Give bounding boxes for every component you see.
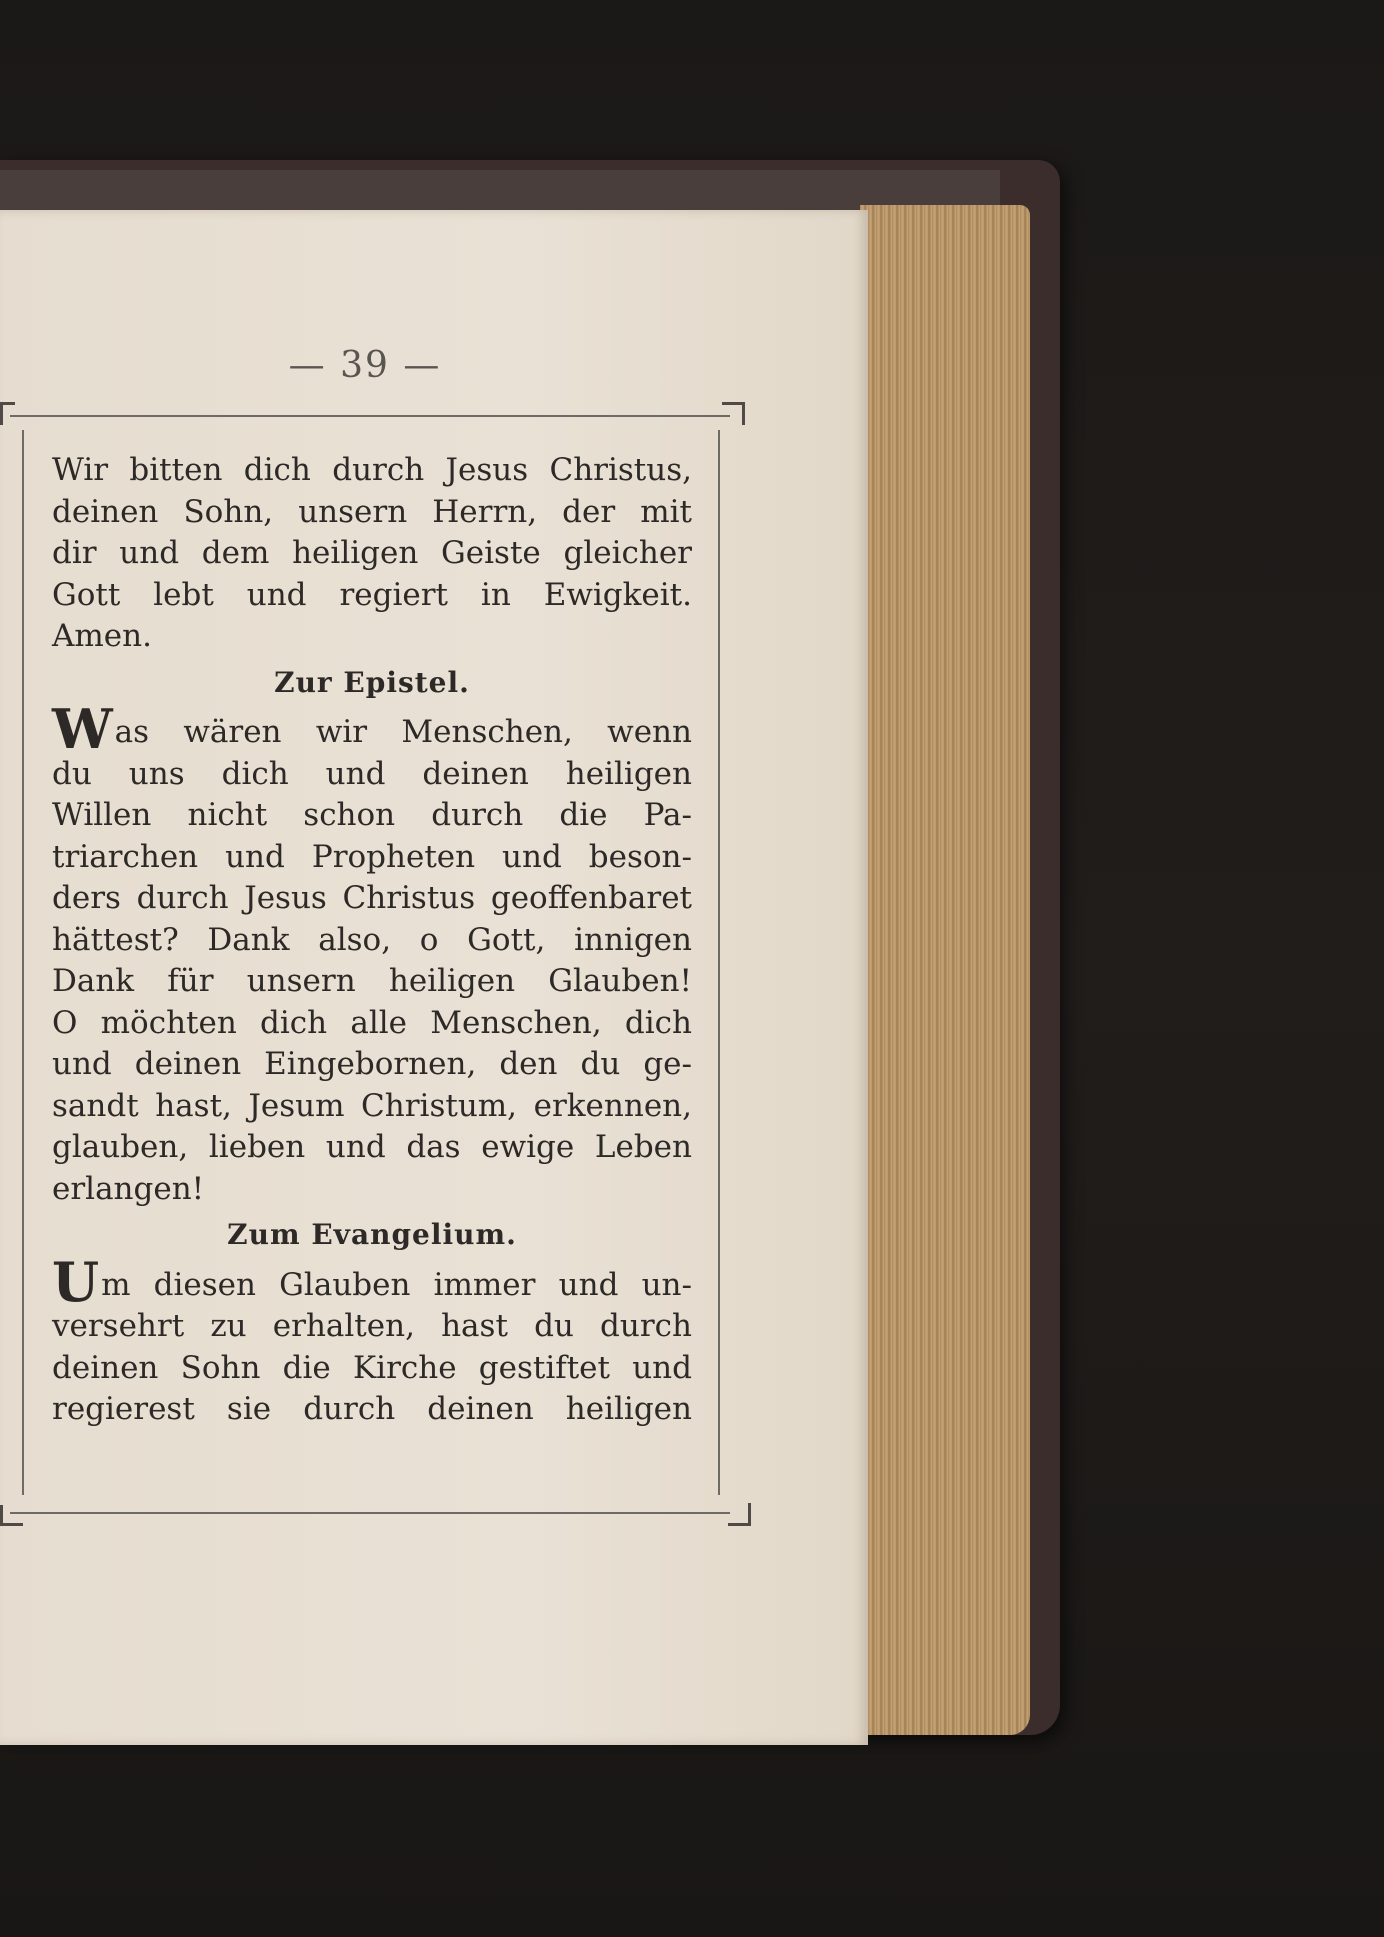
section-heading-gospel: Zum Evangelium. <box>227 1218 517 1251</box>
text-line: versehrt zu erhalten, hast du durch <box>52 1308 692 1344</box>
drop-initial: W <box>52 697 113 761</box>
text-line: regierest sie durch deinen heiligen <box>52 1391 692 1427</box>
text-line: Dank für unsern heiligen Glauben! <box>52 963 692 999</box>
prayer-text <box>52 450 692 1431</box>
text-line: sandt hast, Jesum Christum, erkennen, <box>52 1087 692 1124</box>
section-heading-epistle: Zur Epistel. <box>274 665 470 699</box>
text-line-rest: m diesen Glauben immer und un- <box>101 1266 692 1303</box>
text-line: hättest? Dank also, o Gott, innigen <box>52 921 692 958</box>
page-frame-left-rule <box>22 430 24 1495</box>
page-frame-right-rule <box>718 430 720 1495</box>
text-line: deinen Sohn die Kirche gestiftet und <box>52 1349 692 1386</box>
frame-corner-ornament-top-right <box>722 402 745 425</box>
page-number: — 39 — <box>288 345 442 386</box>
text-line: Wir bitten dich durch Jesus Christus, <box>52 452 692 488</box>
prayer-paragraph-gospel <box>52 1249 692 1431</box>
text-line: triarchen und Propheten und beson- <box>52 838 692 875</box>
gilt-page-edges <box>860 205 1030 1735</box>
text-line: O möchten dich alle Menschen, dich <box>52 1004 692 1041</box>
text-line: und deinen Eingebornen, den du ge- <box>52 1046 692 1082</box>
frame-corner-ornament-bottom-right <box>728 1503 751 1526</box>
text-line-rest: as wären wir Menschen, wenn <box>114 714 692 750</box>
prayer-paragraph-epistle <box>52 697 692 1210</box>
text-line: Willen nicht schon durch die Pa- <box>52 797 692 833</box>
text-line: Gott lebt und regiert in Ewigkeit. <box>52 576 692 613</box>
text-line: glauben, lieben und das ewige Leben <box>52 1129 692 1165</box>
text-line: du uns dich und deinen heiligen <box>52 755 692 792</box>
text-line <box>52 1249 692 1314</box>
book-cover-top-edge <box>0 170 1000 210</box>
frame-corner-ornament-top-left <box>0 402 15 425</box>
text-line: deinen Sohn, unsern Herrn, der mit <box>52 493 692 530</box>
text-line: ders durch Jesus Christus geoffenbaret <box>52 880 692 916</box>
drop-initial: U <box>52 1249 100 1314</box>
text-line: Amen. <box>52 618 152 654</box>
text-line: erlangen! <box>52 1170 205 1207</box>
text-line: dir und dem heiligen Geiste gleicher <box>52 535 692 571</box>
prayer-paragraph-1 <box>52 450 692 658</box>
frame-corner-ornament-bottom-left <box>0 1505 23 1526</box>
text-line <box>52 697 692 761</box>
